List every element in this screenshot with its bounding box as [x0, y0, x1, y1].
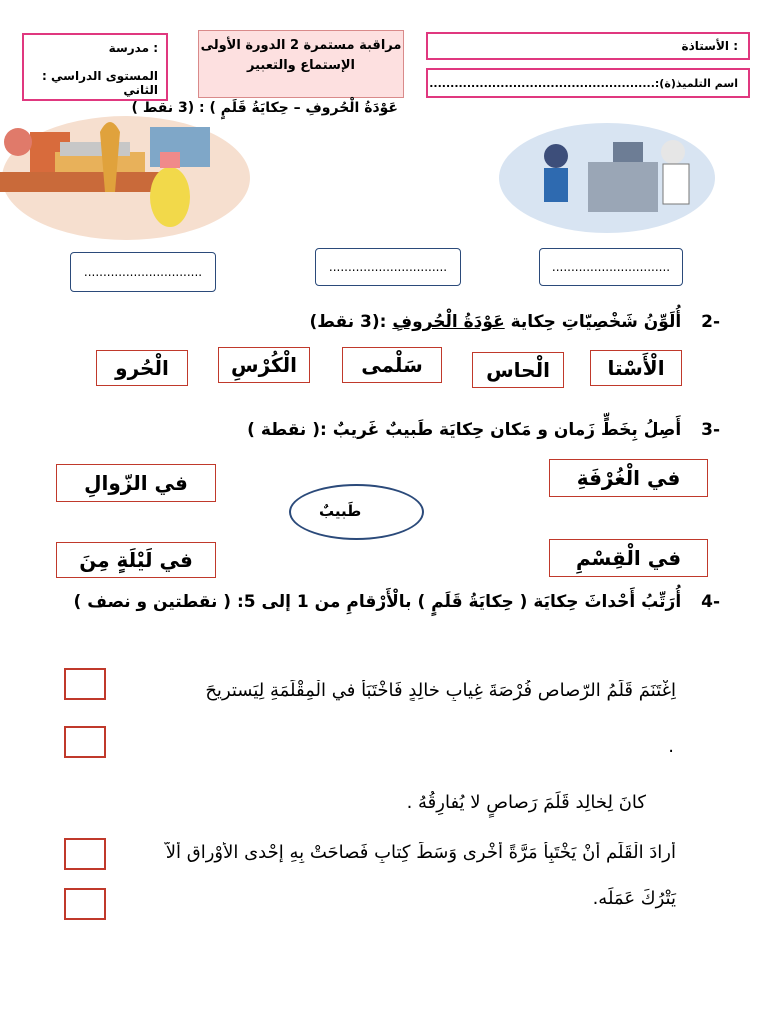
- picture-label-box-left[interactable]: [70, 252, 216, 292]
- school-info-box: [22, 33, 168, 101]
- picture-label-box-right[interactable]: [539, 248, 683, 286]
- character-box-3[interactable]: [342, 347, 442, 383]
- character-label: سَلْمى: [361, 353, 423, 377]
- question2-number: -2: [701, 312, 720, 332]
- character-label: الْحاس: [486, 358, 550, 382]
- exam-title-box: [198, 30, 404, 98]
- option-class[interactable]: [549, 539, 708, 577]
- illustration-kids-at-desk: [0, 112, 252, 242]
- answer-box-1[interactable]: [64, 668, 106, 700]
- event-2: كانَ لِخالِد قَلَمَ رَصاصٍ لا يُفارِقُهُ .: [406, 792, 646, 813]
- character-box-1[interactable]: [590, 350, 682, 386]
- option-room[interactable]: [549, 459, 708, 497]
- picture-label-middle: ...............................: [328, 260, 448, 274]
- question2: [310, 312, 720, 332]
- level-label: المستوى الدراسي : الثاني: [42, 69, 158, 97]
- answer-box-2[interactable]: [64, 726, 106, 758]
- character-box-4[interactable]: [218, 347, 310, 383]
- option-label: في الزّوالِ: [84, 471, 188, 495]
- student-label: اسم التلميذ(ة):......................................................: [429, 77, 738, 90]
- question4-text: أُرَتِّبُ أَحْداثَ حِكايَة ( حِكايَةُ قَلَمٍ ) بالْأَرْقامِ من 1 إلى 5: ( نقطتين و نصف ): [73, 592, 682, 612]
- question4-number: -4: [701, 592, 720, 612]
- question2-story: عَوْدَةُ الْحُروفِ: [392, 312, 505, 332]
- question1-text: عَوْدَةُ الْحُروفِ – حِكايَةُ قَلَمٍ ) : (3 نقط ): [131, 100, 398, 116]
- student-name-field[interactable]: [426, 68, 750, 98]
- exam-subject: الإستماع والتعبير: [247, 58, 355, 73]
- event-3: أَرادَ الْقَلَم أَنْ يَخْتَبِأَ مَرَّةً أُخْرى وَسَطَ كِتابٍ فَصاحَتْ بِهِ إِحْدى الأَوْراقِ أَلاّ: [165, 842, 676, 863]
- event-3-end: يَتْرُكَ عَمَلَه.: [592, 888, 676, 909]
- event-1-end: .: [668, 736, 674, 757]
- picture-label-left: ...............................: [83, 265, 203, 279]
- picture-label-box-middle[interactable]: [315, 248, 461, 286]
- character-box-5[interactable]: [96, 350, 188, 386]
- question3-number: -3: [701, 420, 720, 440]
- character-label: الْحُرو: [115, 356, 169, 380]
- answer-box-4[interactable]: [64, 888, 106, 920]
- exam-title: مراقبة مستمرة 2 الدورة الأولى: [200, 38, 402, 53]
- question2-text: أُلَوِّنُ شَخْصِيّاتِ حِكاية: [504, 312, 682, 332]
- option-label: في لَيْلَةٍ مِنَ: [79, 548, 193, 572]
- character-label: الْأَسْتا: [607, 356, 665, 380]
- option-label: في الْقِسْمِ: [575, 546, 682, 570]
- illustration-doctor-scene: [498, 122, 716, 234]
- school-label: : مدرسة: [108, 41, 158, 55]
- option-noon[interactable]: [56, 464, 216, 502]
- event-1: اِغْتَنَمَ قَلَمُ الرّصاصِ فُرْصَةَ غِيابِ خالِدٍ فَاخْتَبَأَ في الْمِقْلَمَةِ لِيَستريحَ: [205, 680, 676, 701]
- question4: [48, 590, 720, 614]
- option-label: في الْغُرْفَةِ: [576, 466, 681, 490]
- question2-points: :(3 نقط): [309, 312, 393, 332]
- teacher-field[interactable]: [426, 32, 750, 60]
- question3-text: أَصِلُ بِخَطٍّ زَمان و مَكان حِكايَة طَبيبٌ غَريبٌ :( نقطة ): [247, 420, 682, 440]
- center-label: طَبيبٌ: [319, 502, 362, 520]
- picture-label-right: ...............................: [551, 260, 671, 274]
- character-box-2[interactable]: [472, 352, 564, 388]
- center-oval: [289, 484, 424, 540]
- option-night[interactable]: [56, 542, 216, 578]
- question3: [247, 420, 720, 440]
- teacher-label: : الأستاذة: [681, 39, 738, 53]
- character-label: الْكُرْسِ: [230, 353, 298, 377]
- answer-box-3[interactable]: [64, 838, 106, 870]
